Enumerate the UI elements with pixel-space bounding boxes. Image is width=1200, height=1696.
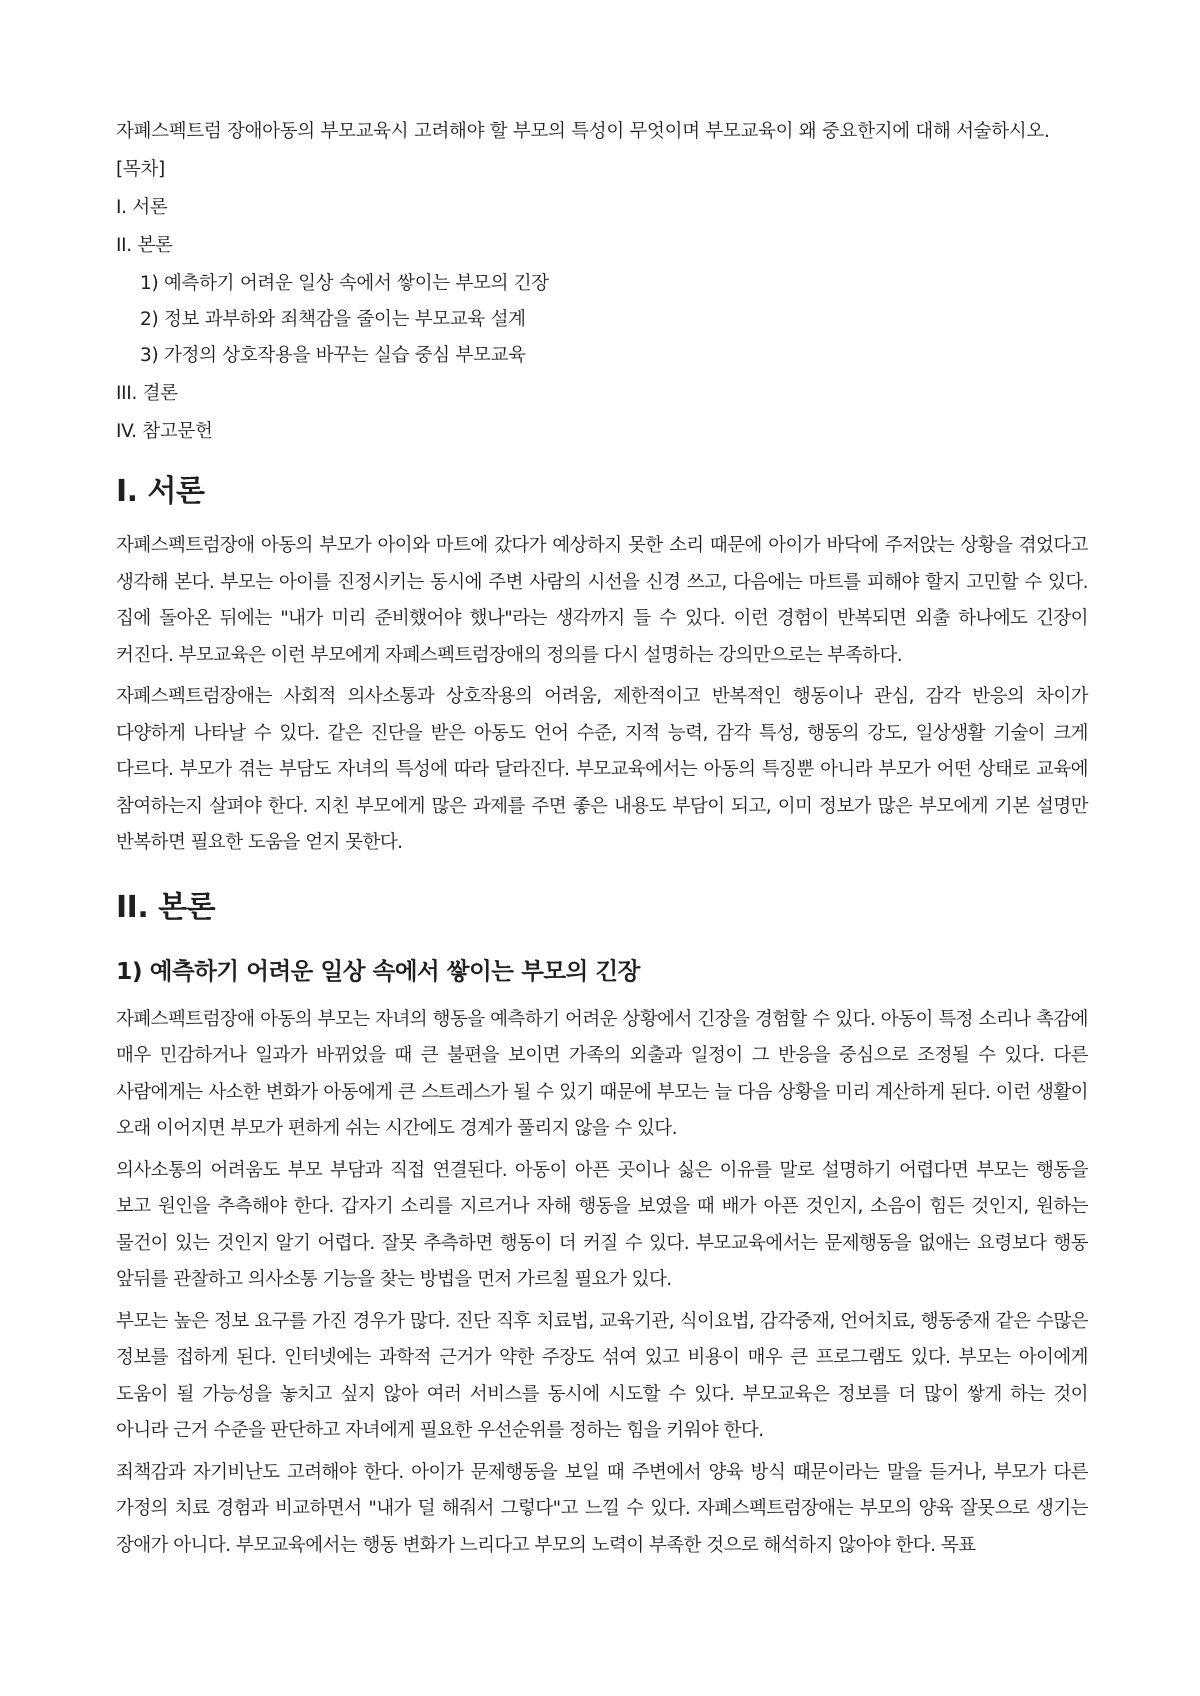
toc-label: [목차] <box>116 159 165 180</box>
toc-subitem: 3) 가정의 상호작용을 바꾸는 실습 중심 부모교육 <box>140 345 526 366</box>
section-heading-body: II. 본론 <box>116 889 216 925</box>
toc-subitem: 2) 정보 과부하와 죄책감을 줄이는 부모교육 설계 <box>140 309 526 330</box>
toc-item: III. 결론 <box>116 383 178 404</box>
table-of-contents <box>116 156 1088 446</box>
paragraph: 죄책감과 자기비난도 고려해야 한다. 아이가 문제행동을 보일 때 주변에서 양육 방식 때문이라는 말을 듣거나, 부모가 다른 가정의 치료 경험과 비교하면서 "내가 덜 해줘서 그렇다"고 느낄 수 있다. 자폐스펙트럼장애는 부모의 양육 잘못으로 생기는 장애가 아니다. 부모교육에서는 행동 변화가 느리다고 부모의 노력이 부족한 것으로 해석하지 않아야 한다. 목표 <box>116 1461 1088 1556</box>
toc-item: II. 본론 <box>116 235 173 256</box>
toc-item: I. 서론 <box>116 197 168 218</box>
assignment-question: 자폐스펙트럼 장애아동의 부모교육시 고려해야 할 부모의 특성이 무엇이며 부모교육이 왜 중요한지에 대해 서술하시오. <box>116 121 1050 142</box>
paragraph: 자폐스펙트럼장애 아동의 부모가 아이와 마트에 갔다가 예상하지 못한 소리 때문에 아이가 바닥에 주저앉는 상황을 겪었다고 생각해 본다. 부모는 아이를 진정시키는 동시에 주변 사람의 시선을 신경 쓰고, 다음에는 마트를 피해야 할지 고민할 수 있다. 집에 돌아온 뒤에는 "내가 미리 준비했어야 했나"라는 생각까지 들 수 있다. 이런 경험이 반복되면 외출 하나에도 긴장이 커진다. 부모교육은 이런 부모에게 자폐스펙트럼장애의 정의를 다시 설명하는 강의만으로는 부족하다. <box>116 535 1088 666</box>
toc-item: IV. 참고문헌 <box>116 421 213 442</box>
paragraph: 의사소통의 어려움도 부모 부담과 직접 연결된다. 아동이 아픈 곳이나 싫은 이유를 말로 설명하기 어렵다면 부모는 행동을 보고 원인을 추측해야 한다. 갑자기 소리를 지르거나 자해 행동을 보였을 때 배가 아픈 것인지, 소음이 힘든 것인지, 원하는 물건이 있는 것인지 알기 어렵다. 잘못 추측하면 행동이 더 커질 수 있다. 부모교육에서는 문제행동을 없애는 요령보다 행동 앞뒤를 관찰하고 의사소통 기능을 찾는 방법을 먼저 가르칠 필요가 있다. <box>116 1159 1088 1290</box>
section-heading-intro: I. 서론 <box>116 474 205 509</box>
paragraph: 자폐스펙트럼장애는 사회적 의사소통과 상호작용의 어려움, 제한적이고 반복적인 행동이나 관심, 감각 반응의 차이가 다양하게 나타날 수 있다. 같은 진단을 받은 아동도 언어 수준, 지적 능력, 감각 특성, 행동의 강도, 일상생활 기술이 크게 다르다. 부모가 겪는 부담도 자녀의 특성에 따라 달라진다. 부모교육에서는 아동의 특징뿐 아니라 부모가 어떤 상태로 교육에 참여하는지 살펴야 한다. 지친 부모에게 많은 과제를 주면 좋은 내용도 부담이 되고, 이미 정보가 많은 부모에게 기본 설명만 반복하면 필요한 도움을 얻지 못한다. <box>116 686 1088 853</box>
toc-subitem: 1) 예측하기 어려운 일상 속에서 쌓이는 부모의 긴장 <box>140 273 549 294</box>
subsection-heading: 1) 예측하기 어려운 일상 속에서 쌓이는 부모의 긴장 <box>116 956 640 985</box>
paragraph: 부모는 높은 정보 요구를 가진 경우가 많다. 진단 직후 치료법, 교육기관, 식이요법, 감각중재, 언어치료, 행동중재 같은 수많은 정보를 접하게 된다. 인터넷에는 과학적 근거가 약한 주장도 섞여 있고 비용이 매우 큰 프로그램도 있다. 부모는 아이에게 도움이 될 가능성을 놓치고 싶지 않아 여러 서비스를 동시에 시도할 수 있다. 부모교육은 정보를 더 많이 쌓게 하는 것이 아니라 근거 수준을 판단하고 자녀에게 필요한 우선순위를 정하는 힘을 키워야 한다. <box>116 1310 1088 1441</box>
paragraph: 자폐스펙트럼장애 아동의 부모는 자녀의 행동을 예측하기 어려운 상황에서 긴장을 경험할 수 있다. 아동이 특정 소리나 촉감에 매우 민감하거나 일과가 바뀌었을 때 큰 불편을 보이면 가족의 외출과 일정이 그 반응을 중심으로 조정될 수 있다. 다른 사람에게는 사소한 변화가 아동에게 큰 스트레스가 될 수 있기 때문에 부모는 늘 다음 상황을 미리 계산하게 된다. 이런 생활이 오래 이어지면 부모가 편하게 쉬는 시간에도 경계가 풀리지 않을 수 있다. <box>116 1008 1088 1139</box>
